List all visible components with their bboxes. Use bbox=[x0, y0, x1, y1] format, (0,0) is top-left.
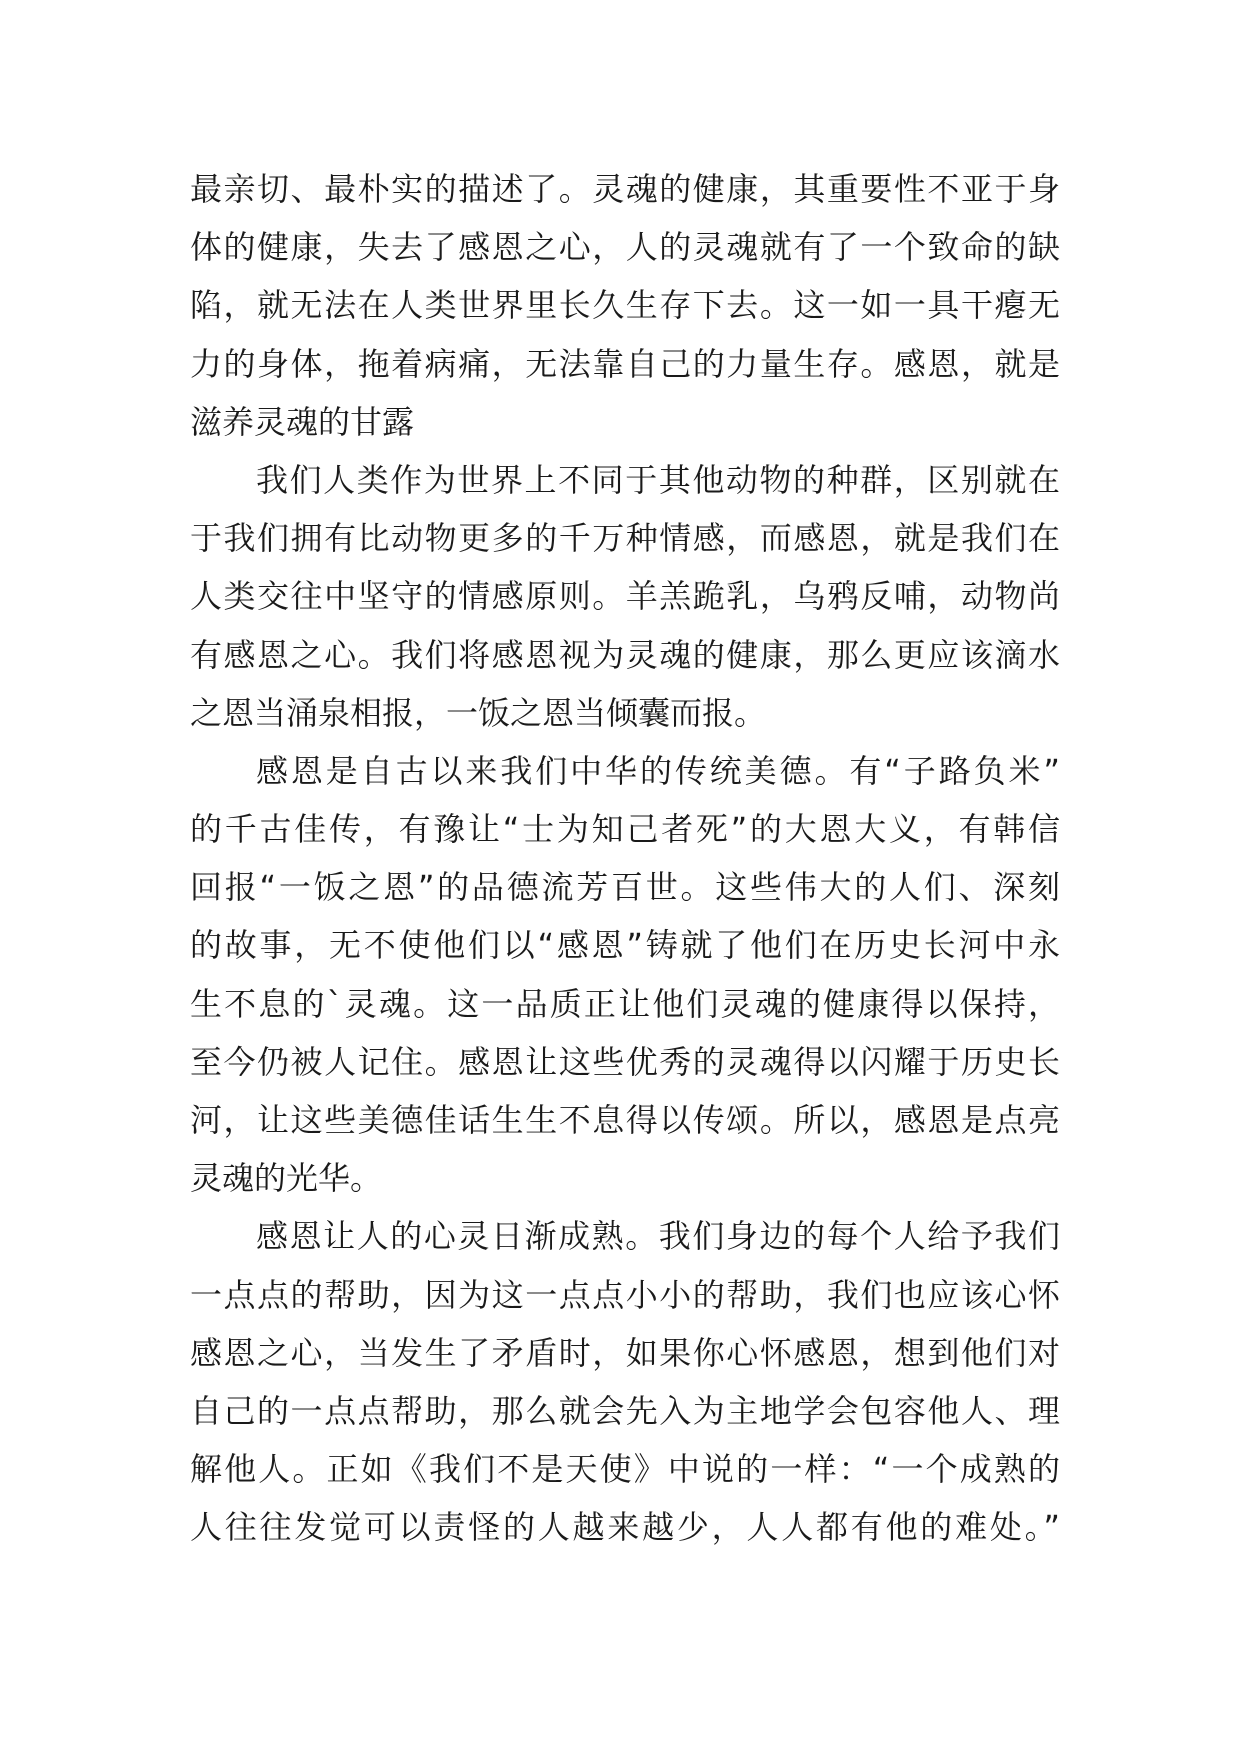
paragraph-2 bbox=[190, 451, 1060, 742]
body-text bbox=[190, 160, 1060, 1557]
text-line: 灵魂的光华。 bbox=[190, 1159, 383, 1198]
text-line: 我们人类作为世界上不同于其他动物的种群，区别就在 bbox=[256, 460, 1060, 499]
text-line: 最亲切、最朴实的描述了。灵魂的健康，其重要性不亚于身 bbox=[190, 170, 1060, 208]
text-line: 人类交往中坚守的情感原则。羊羔跪乳，乌鸦反哺，动物尚 bbox=[190, 577, 1060, 616]
text-line: 滋养灵魂的甘露 bbox=[190, 402, 415, 441]
text-line: 感恩之心，当发生了矛盾时，如果你心怀感恩，想到他们对 bbox=[190, 1333, 1060, 1372]
text-line: 之恩当涌泉相报，一饭之恩当倾囊而报。 bbox=[190, 693, 767, 732]
text-line: 回报“一饭之恩”的品德流芳百世。这些伟大的人们、深刻 bbox=[190, 868, 1060, 907]
text-line: 有感恩之心。我们将感恩视为灵魂的健康，那么更应该滴水 bbox=[190, 635, 1060, 674]
text-line: 于我们拥有比动物更多的千万种情感，而感恩，就是我们在 bbox=[190, 519, 1060, 558]
text-line: 力的身体，拖着病痛，无法靠自己的力量生存。感恩，就是 bbox=[190, 344, 1060, 383]
text-line: 人往往发觉可以责怪的人越来越少，人人都有他的难处。” bbox=[190, 1508, 1060, 1547]
text-line: 河，让这些美德佳话生生不息得以传颂。所以，感恩是点亮 bbox=[190, 1101, 1060, 1139]
text-line: 感恩是自古以来我们中华的传统美德。有“子路负米” bbox=[256, 751, 1060, 790]
text-line: 的故事，无不使他们以“感恩”铸就了他们在历史长河中永 bbox=[190, 926, 1060, 965]
text-line: 至今仍被人记住。感恩让这些优秀的灵魂得以闪耀于历史长 bbox=[190, 1042, 1060, 1081]
paragraph-1 bbox=[190, 160, 1060, 451]
text-line: 生不息的`灵魂。这一品质正让他们灵魂的健康得以保持， bbox=[190, 984, 1060, 1023]
text-line: 的千古佳传，有豫让“士为知己者死”的大恩大义，有韩信 bbox=[190, 810, 1060, 849]
text-line: 陷，就无法在人类世界里长久生存下去。这一如一具干瘪无 bbox=[190, 286, 1060, 325]
text-line: 体的健康，失去了感恩之心，人的灵魂就有了一个致命的缺 bbox=[190, 228, 1060, 267]
paragraph-3 bbox=[190, 742, 1060, 1208]
text-line: 感恩让人的心灵日渐成熟。我们身边的每个人给予我们 bbox=[256, 1217, 1060, 1256]
paragraph-4 bbox=[190, 1207, 1060, 1556]
text-line: 一点点的帮助，因为这一点点小小的帮助，我们也应该心怀 bbox=[190, 1275, 1060, 1314]
text-line: 自己的一点点帮助，那么就会先入为主地学会包容他人、理 bbox=[190, 1391, 1060, 1430]
text-line: 解他人。正如《我们不是天使》中说的一样：“一个成熟的 bbox=[190, 1450, 1060, 1489]
